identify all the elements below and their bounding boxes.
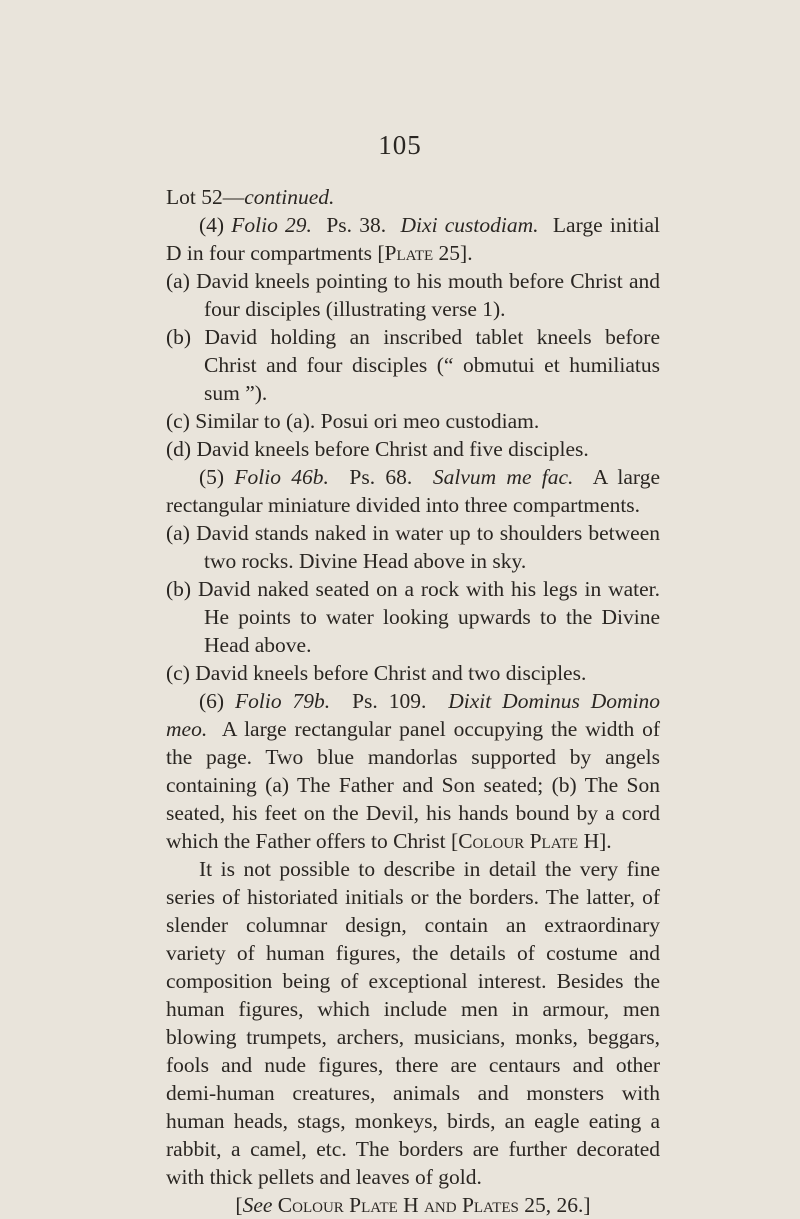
plate-ref: Plate 25 xyxy=(384,241,461,265)
folio-ref: Folio 46b. xyxy=(234,465,329,489)
lot-heading: Lot 52—continued. xyxy=(166,185,335,209)
list-item: (a) David kneels pointing to his mouth before Christ and four disciples (illustrating verse 1). xyxy=(166,269,661,321)
description: Large initial D in four compartments xyxy=(166,213,661,265)
list-item: (c) Similar to (a). Posui ori meo custodiam. xyxy=(166,409,540,433)
description: A large rectangular panel occupying the width of the page. Two blue mandorlas supported by angels containing (a) The Father and Son seated; (b) The Son seated, his feet on the Devil, his hands bound by a cord which the Father offers to Christ xyxy=(166,717,660,853)
list-item: (c) David kneels before Christ and two disciples. xyxy=(166,661,587,685)
list-item: (b) David naked seated on a rock with his legs in water. He points to water looking upwards to the Divine Head above. xyxy=(166,577,661,657)
folio-29-entry: (4) Folio 29. Ps. 38. Dixi custodiam. Large initial D in four compartments [Plate 25]. xyxy=(166,213,661,265)
see-label: See xyxy=(242,1193,273,1217)
page-number: 105 xyxy=(378,130,422,160)
lot-number: Lot 52 xyxy=(166,185,223,209)
folio-79b-entry: (6) Folio 79b. Ps. 109. Dixit Dominus Domino meo. A large rectangular panel occupying the width of the page. Two blue mandorlas supported by angels containing (a) The Father and Son seated; (b) The Son seated, his feet on the Devil, his hands bound by a cord which the Father offers to Christ [Colour Plate H]. xyxy=(166,689,661,853)
list-item: (d) David kneels before Christ and five disciples. xyxy=(166,437,589,461)
description-paragraph: It is not possible to describe in detail the very fine series of historiated initials or the borders. The latter, of slender columnar design, contain an extraordinary variety of human figures, the details of costume and composition being of exceptional interest. Besides the human figures, which include men in armour, men blowing trumpets, archers, musicians, monks, beggars, fools and nude figures, there are centaurs and other demi-human creatures, animals and monsters with human heads, stags, monkeys, birds, an eagle eating a rabbit, a camel, etc. The borders are further decorated with thick pellets and leaves of gold. xyxy=(166,857,660,1189)
incipit: Dixi custodiam. xyxy=(400,213,539,237)
psalm-ref: Ps. 68. xyxy=(349,465,413,489)
folio-ref: Folio 29. xyxy=(231,213,312,237)
psalm-ref: Ps. 38. xyxy=(326,213,387,237)
catalogue-entry xyxy=(166,183,660,1219)
plates-reference: [See Colour Plate H and Plates 25, 26.] xyxy=(235,1193,591,1217)
list-item: (a) David stands naked in water up to shoulders between two rocks. Divine Head above in sky. xyxy=(166,521,661,573)
incipit: Salvum me fac. xyxy=(432,465,574,489)
incipit: Dixit Dominus Domino meo. xyxy=(166,689,661,741)
plate-ref: Colour Plate H xyxy=(458,829,600,853)
folio-ref: Folio 79b. xyxy=(235,689,331,713)
continued-label: continued. xyxy=(244,185,335,209)
description: A large rectangular miniature divided into three compartments. xyxy=(166,465,660,517)
plates-list: Colour Plate H and Plates 25, 26. xyxy=(277,1193,584,1217)
psalm-ref: Ps. 109. xyxy=(352,689,427,713)
folio-46b-entry: (5) Folio 46b. Ps. 68. Salvum me fac. A large rectangular miniature divided into three compartments. xyxy=(166,465,660,517)
list-item: (b) David holding an inscribed tablet kneels before Christ and four disciples (“ obmutui et humiliatus sum ”). xyxy=(166,325,661,405)
